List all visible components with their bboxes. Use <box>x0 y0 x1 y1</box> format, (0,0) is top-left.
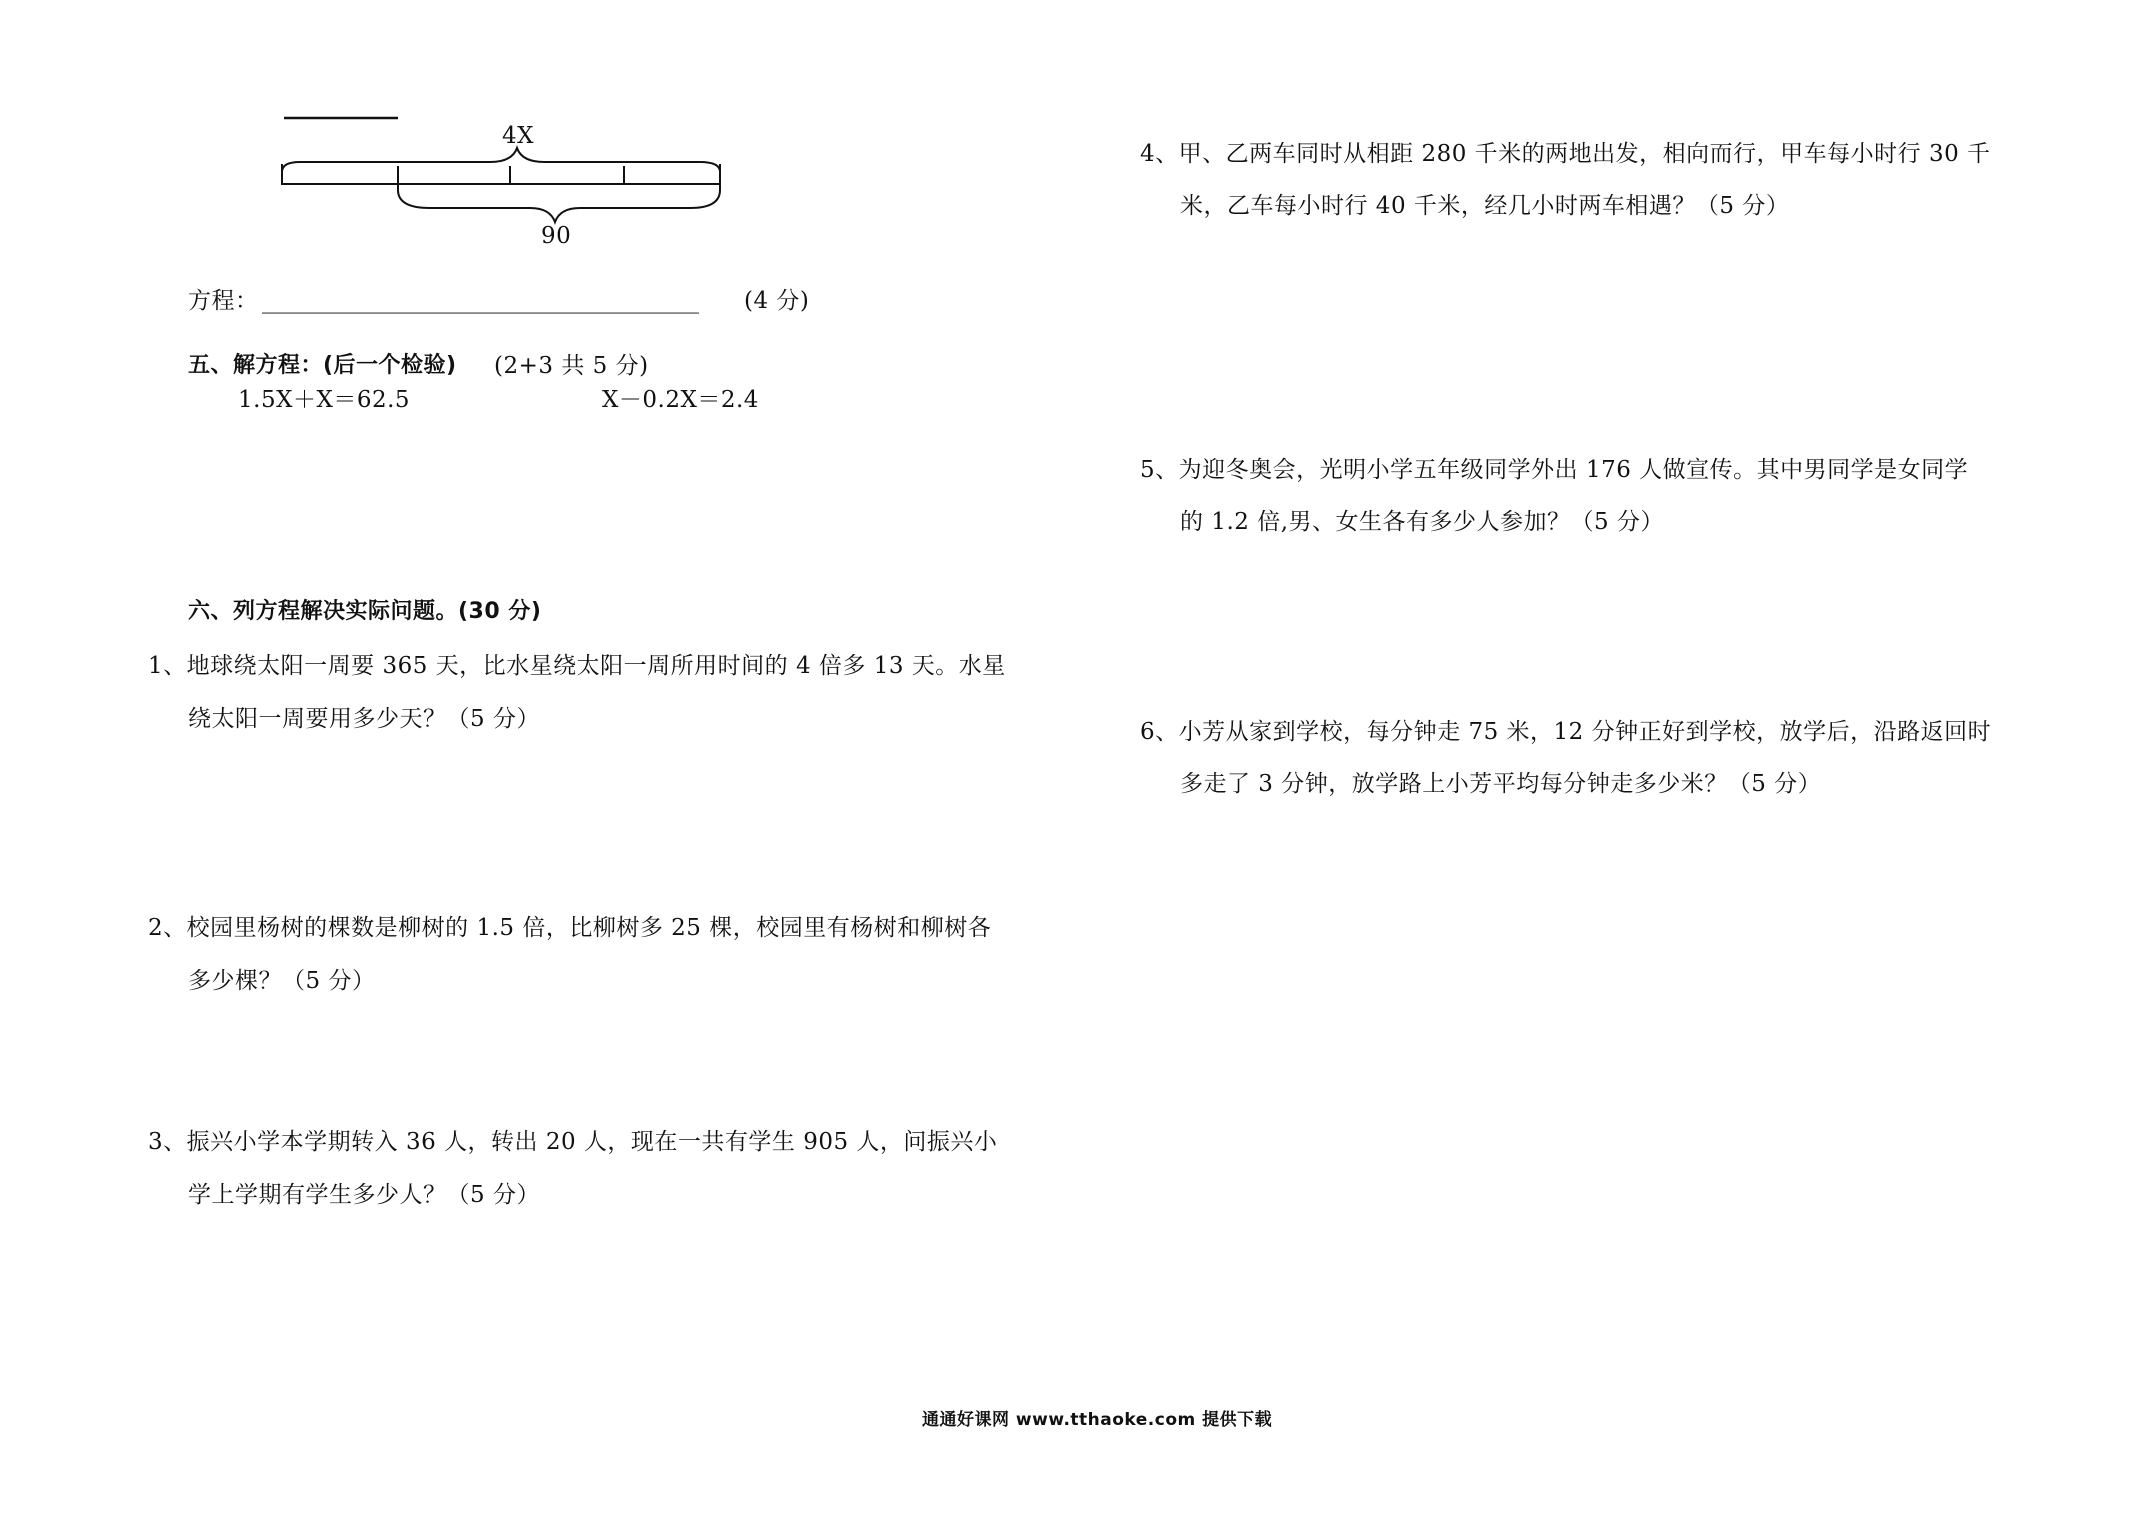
bottom-brace <box>398 166 720 222</box>
footer-credit: 通通好课网 www.tthaoke.com 提供下载 <box>922 1410 1273 1430</box>
equation-blank[interactable]: ______________________________________ <box>262 288 699 314</box>
problem-3-line1: 3、振兴小学本学期转入 36 人，转出 20 人，现在一共有学生 905 人，问振兴小 <box>148 1129 998 1155</box>
equation-points: (4 分) <box>744 288 810 314</box>
equation-label: 方程： <box>188 288 259 314</box>
segment-bar <box>282 164 720 184</box>
diagram-bottom-label: 90 <box>541 223 572 249</box>
problem-5-line1: 5、为迎冬奥会，光明小学五年级同学外出 176 人做宣传。其中男同学是女同学 <box>1140 457 1969 483</box>
problem-6-line1: 6、小芳从家到学校，每分钟走 75 米，12 分钟正好到学校，放学后，沿路返回时 <box>1140 719 1992 745</box>
problem-1-line2: 绕太阳一周要用多少天？（5 分） <box>188 706 540 732</box>
diagram-top-label: 4X <box>502 123 535 149</box>
problem-4-line2: 米，乙车每小时行 40 千米，经几小时两车相遇？（5 分） <box>1180 193 1790 219</box>
problem-4-line1: 4、甲、乙两车同时从相距 280 千米的两地出发，相向而行，甲车每小时行 30 千 <box>1140 141 1991 167</box>
top-brace <box>282 148 720 172</box>
equation-1: 1.5X＋X＝62.5 <box>238 387 411 413</box>
section6-heading: 六、列方程解决实际问题。(30 分) <box>188 599 542 624</box>
problem-3-line2: 学上学期有学生多少人？（5 分） <box>188 1182 540 1208</box>
problem-5-line2: 的 1.2 倍,男、女生各有多少人参加？（5 分） <box>1180 509 1664 535</box>
problem-2-line1: 2、校园里杨树的棵数是柳树的 1.5 倍，比柳树多 25 棵，校园里有杨树和柳树各 <box>148 915 992 941</box>
section5-heading-note: (2+3 共 5 分) <box>494 353 649 379</box>
section5-heading: 五、解方程：(后一个检验) <box>188 353 457 378</box>
problem-2-line2: 多少棵？（5 分） <box>188 968 376 994</box>
problem-1-line1: 1、地球绕太阳一周要 365 天，比水星绕太阳一周所用时间的 4 倍多 13 天。水星 <box>148 653 1006 679</box>
equation-2: X－0.2X＝2.4 <box>602 387 759 413</box>
problem-6-line2: 多走了 3 分钟，放学路上小芳平均每分钟走多少米？（5 分） <box>1180 771 1822 797</box>
